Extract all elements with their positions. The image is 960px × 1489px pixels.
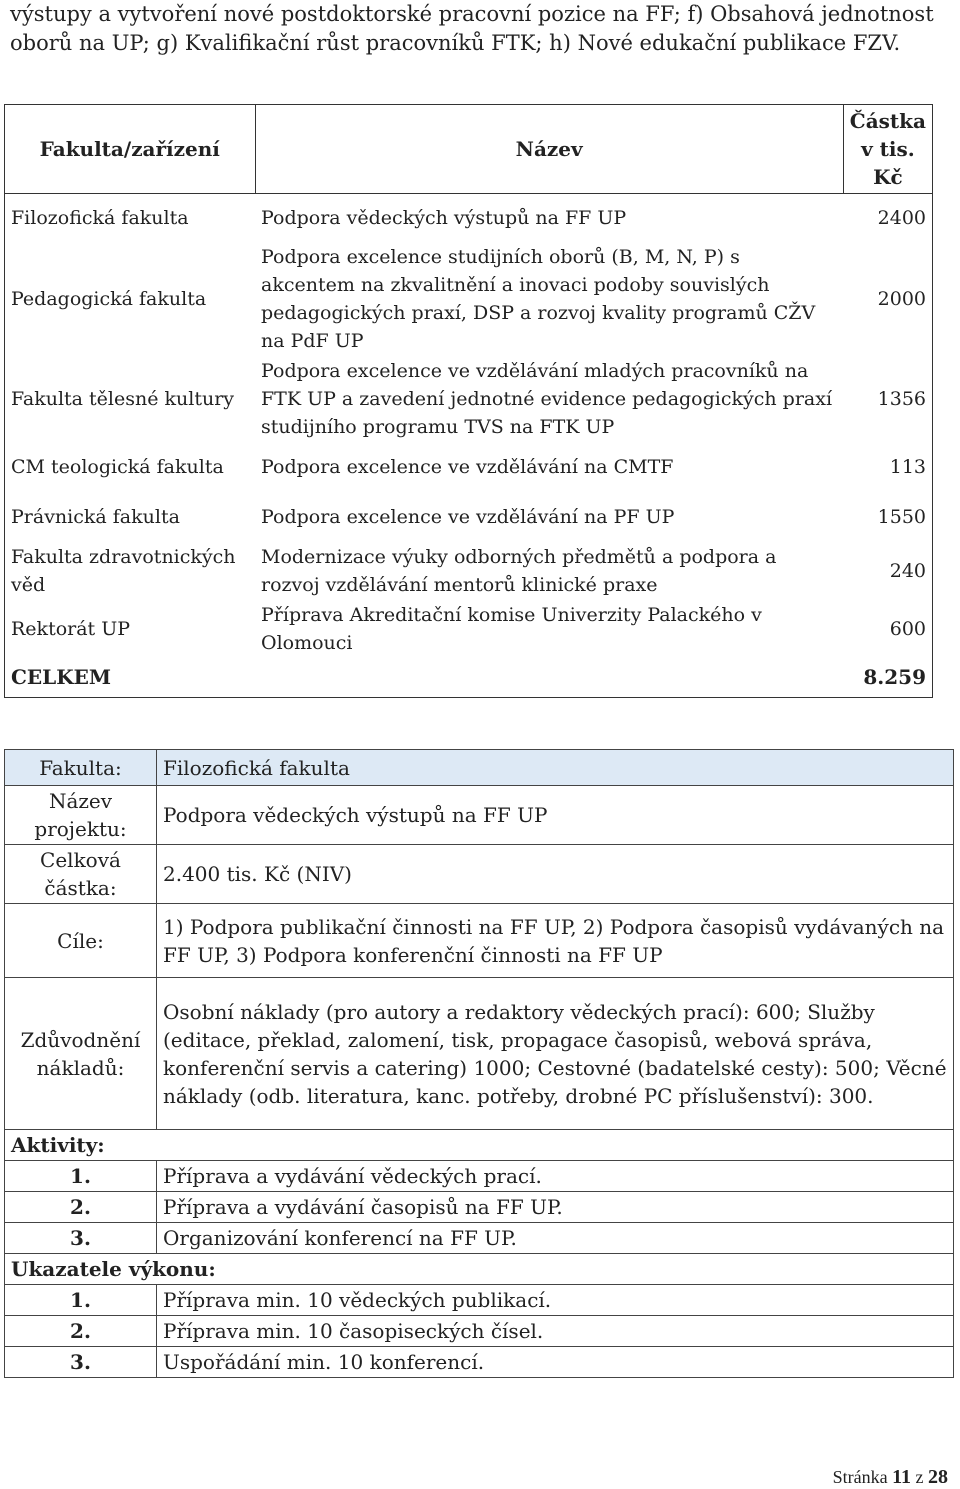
header-name: Název	[255, 105, 843, 194]
row-amount: 1550	[877, 505, 926, 528]
row-amount: 2400	[877, 206, 926, 229]
row-faculty: Fakulta tělesné kultury	[11, 387, 235, 410]
footer-prefix: Stránka	[832, 1467, 888, 1487]
row-faculty: Rektorát UP	[11, 617, 131, 640]
activity-text: Příprava a vydávání časopisů na FF UP.	[157, 1192, 954, 1223]
row-amount: 240	[889, 559, 926, 582]
project-name-value: Podpora vědeckých výstupů na FF UP	[157, 786, 954, 845]
header-faculty: Fakulta/zařízení	[5, 105, 256, 194]
row-name: Podpora excelence ve vzdělávání mladých pracovníků na FTK UP a zavedení jednotné evidence pedagogických praxí studijního programu TVS na FTK UP	[261, 359, 833, 438]
row-name: Podpora vědeckých výstupů na FF UP	[261, 206, 627, 229]
amount-label: Celková částka:	[5, 845, 157, 904]
table-row	[5, 194, 933, 242]
activity-number: 3.	[5, 1223, 157, 1254]
header-amount: Částka v tis. Kč	[843, 105, 932, 194]
row-faculty: Filozofická fakulta	[11, 206, 189, 229]
row-name: Příprava Akreditační komise Univerzity Palackého v Olomouci	[261, 603, 762, 654]
indicator-text: Příprava min. 10 časopiseckých čísel.	[157, 1316, 954, 1347]
costs-value: Osobní náklady (pro autory a redaktory vědeckých prací): 600; Služby (editace, překlad, zalomení, tisk, propagace časopisů, webová správa, konferenční servis a catering) 1000; Cestovné (badatelské cesty): 500; Věcné náklady (odb. literatura, kanc. potřeby, drobné PC příslušenství): 300.	[157, 978, 954, 1130]
table-row	[5, 356, 933, 442]
row-name: Podpora excelence ve vzdělávání na CMTF	[261, 455, 674, 478]
project-name-row	[5, 786, 954, 845]
indicator-number: 1.	[5, 1285, 157, 1316]
row-amount: 113	[889, 455, 926, 478]
project-detail-table	[4, 749, 954, 1378]
footer-total: 28	[928, 1466, 948, 1488]
faculty-row	[5, 750, 954, 786]
activity-text: Organizování konferencí na FF UP.	[157, 1223, 954, 1254]
activity-item	[5, 1161, 954, 1192]
indicator-text: Příprava min. 10 vědeckých publikací.	[157, 1285, 954, 1316]
indicator-item	[5, 1347, 954, 1378]
footer-page: 11	[892, 1466, 911, 1488]
indicator-item	[5, 1285, 954, 1316]
goals-row	[5, 904, 954, 978]
row-amount: 2000	[877, 287, 926, 310]
row-faculty: Fakulta zdravotnických věd	[11, 545, 236, 596]
activity-item	[5, 1223, 954, 1254]
intro-paragraph: výstupy a vytvoření nové postdoktorské pracovní pozice na FF; f) Obsahová jednotnost oborů na UP; g) Kvalifikační růst pracovníků FTK; h) Nové edukační publikace FZV.	[10, 2, 934, 55]
indicators-label: Ukazatele výkonu:	[5, 1254, 954, 1285]
table-row	[5, 542, 933, 600]
row-faculty: Právnická fakulta	[11, 505, 180, 528]
activity-text: Příprava a vydávání vědeckých prací.	[157, 1161, 954, 1192]
row-faculty: Pedagogická fakulta	[11, 287, 207, 310]
amount-value: 2.400 tis. Kč (NIV)	[157, 845, 954, 904]
faculty-label: Fakulta:	[5, 750, 157, 786]
row-name: Podpora excelence ve vzdělávání na PF UP	[261, 505, 675, 528]
indicators-heading-row	[5, 1254, 954, 1285]
total-value: 8.259	[863, 665, 926, 690]
indicator-number: 3.	[5, 1347, 157, 1378]
amount-row	[5, 845, 954, 904]
row-amount: 600	[889, 617, 926, 640]
costs-row	[5, 978, 954, 1130]
row-name: Modernizace výuky odborných předmětů a podpora a rozvoj vzdělávání mentorů klinické praxe	[261, 545, 777, 596]
indicator-text: Uspořádání min. 10 konferencí.	[157, 1347, 954, 1378]
activities-heading-row	[5, 1130, 954, 1161]
faculty-projects-table	[4, 104, 933, 698]
row-name: Podpora excelence studijních oborů (B, M, N, P) s akcentem na zkvalitnění a inovaci podoby souvislých pedagogických praxí, DSP a rozvoj kvality programů CŽV na PdF UP	[261, 245, 816, 352]
indicator-number: 2.	[5, 1316, 157, 1347]
table-row	[5, 442, 933, 492]
activity-number: 1.	[5, 1161, 157, 1192]
table-row	[5, 242, 933, 356]
goals-value: 1) Podpora publikační činnosti na FF UP, 2) Podpora časopisů vydávaných na FF UP, 3) Podpora konferenční činnosti na FF UP	[157, 904, 954, 978]
project-name-label: Název projektu:	[5, 786, 157, 845]
footer-sep: z	[915, 1467, 924, 1487]
table-row	[5, 600, 933, 658]
activity-item	[5, 1192, 954, 1223]
faculty-value: Filozofická fakulta	[157, 750, 954, 786]
table-row	[5, 492, 933, 542]
activity-number: 2.	[5, 1192, 157, 1223]
costs-label: Zdůvodnění nákladů:	[5, 978, 157, 1130]
table-header-row	[5, 105, 933, 194]
activities-label: Aktivity:	[5, 1130, 954, 1161]
total-row	[5, 658, 933, 698]
total-label: CELKEM	[11, 665, 111, 690]
row-faculty: CM teologická fakulta	[11, 455, 224, 478]
goals-label: Cíle:	[5, 904, 157, 978]
indicator-item	[5, 1316, 954, 1347]
row-amount: 1356	[877, 387, 926, 410]
